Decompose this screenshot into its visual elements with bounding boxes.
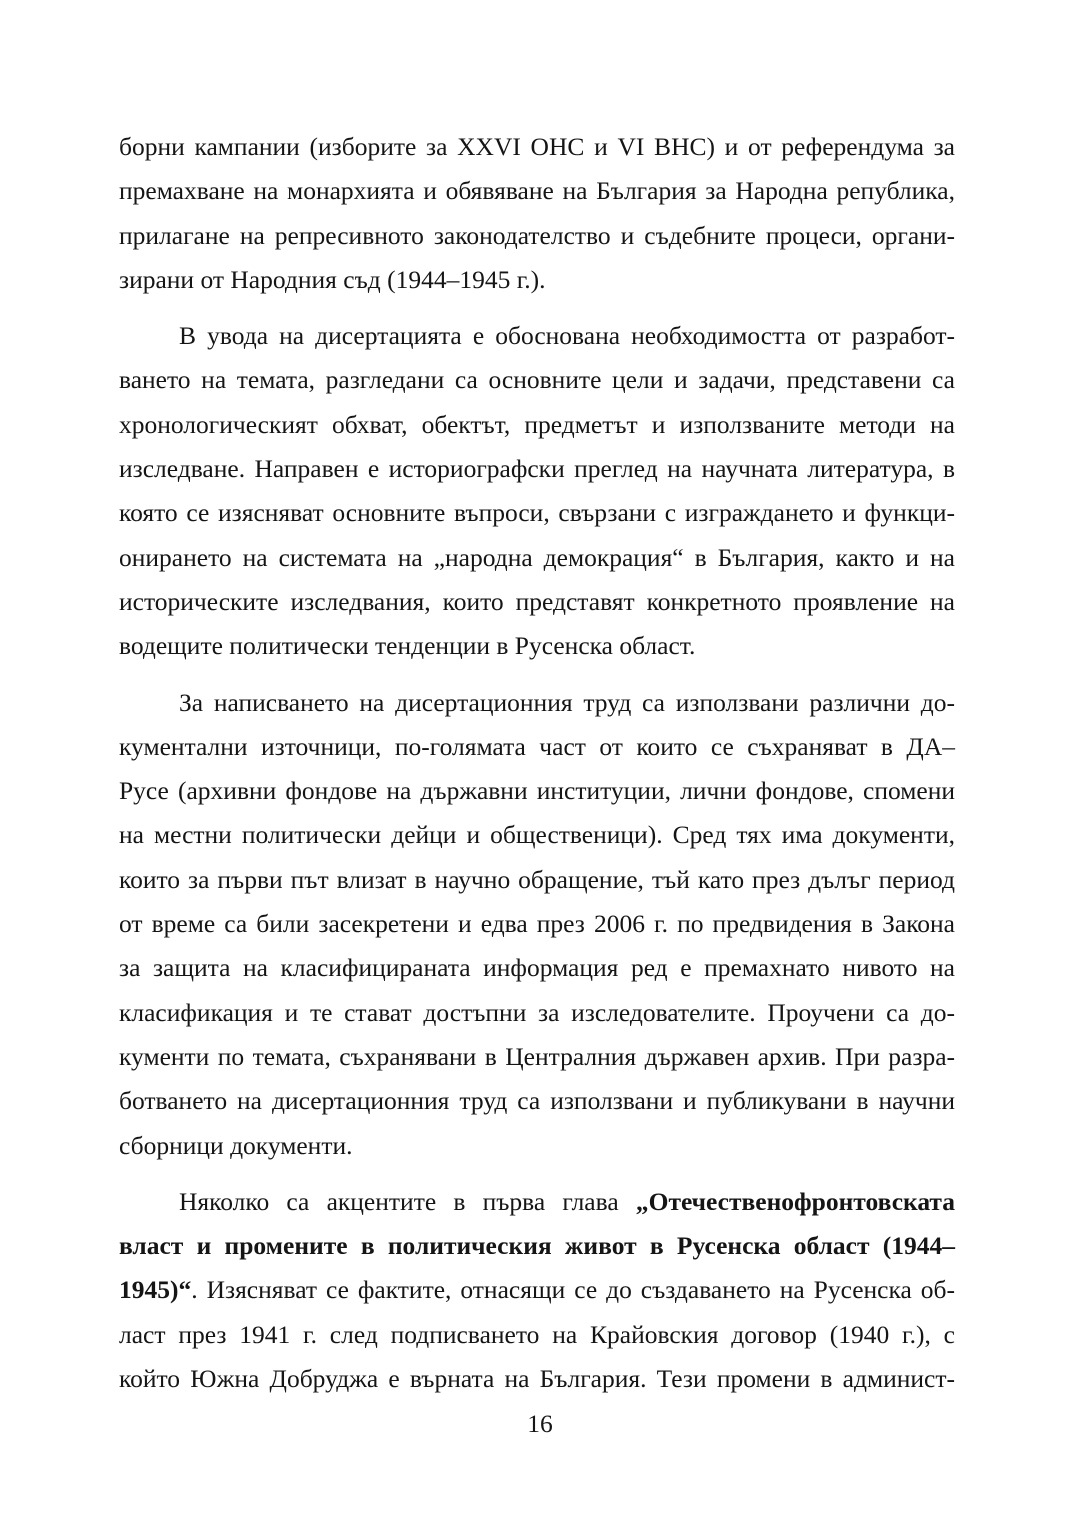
text-line xyxy=(119,258,955,302)
text-line xyxy=(119,536,955,580)
paragraph xyxy=(119,1180,955,1401)
text-run: За написването на дисертационния труд са използвани различни до- xyxy=(179,687,955,717)
paragraph xyxy=(119,314,955,668)
text-line xyxy=(119,1268,955,1312)
text-run: онирането на системата на „народна демокрация“ в България, както и на xyxy=(119,542,955,572)
text-run: прилагане на репресивното законодателство и съдебните процеси, органи- xyxy=(119,220,955,250)
text-run: ботването на дисертационния труд са използвани и публикувани в научни xyxy=(119,1086,955,1116)
text-run: зирани от Народния съд (1944–1945 г.). xyxy=(119,264,546,294)
text-line xyxy=(119,624,955,668)
text-run: класификация и те стават достъпни за изследователите. Проучени са до- xyxy=(119,997,955,1027)
text-run: В увода на дисертацията е обоснована необходимостта от разработ- xyxy=(179,321,955,351)
text-line xyxy=(119,725,955,769)
text-line xyxy=(119,1224,955,1268)
text-run: кументи по темата, съхранявани в Централния държавен архив. При разра- xyxy=(119,1041,955,1071)
text-run: за защита на класифицираната информация ред е премахнато нивото на xyxy=(119,953,955,983)
text-line xyxy=(119,580,955,624)
text-line xyxy=(119,358,955,402)
page-number: 16 xyxy=(527,1409,553,1438)
text-line xyxy=(119,946,955,990)
text-line xyxy=(119,902,955,946)
text-run: ването на темата, разгледани са основните цели и задачи, представени са xyxy=(119,365,955,395)
text-line xyxy=(119,769,955,813)
text-run: ласт през 1941 г. след подписването на Крайовския договор (1940 г.), с xyxy=(119,1319,955,1349)
text-run: сборници документи. xyxy=(119,1130,353,1160)
text-line xyxy=(119,1035,955,1079)
text-run: Русе (архивни фондове на държавни институции, лични фондове, спомени xyxy=(119,776,955,806)
text-run: която се изясняват основните въпроси, свързани с изграждането и функци- xyxy=(119,498,955,528)
text-line xyxy=(119,214,955,258)
text-run: историческите изследвания, които представят конкретното проявление на xyxy=(119,586,955,616)
text-run: водещите политически тенденции в Русенска област. xyxy=(119,631,696,661)
text-run: на местни политически дейци и общественици). Сред тях има документи, xyxy=(119,820,955,850)
text-run: хронологическият обхват, обектът, предметът и използваните методи на xyxy=(119,409,955,439)
text-run: кументални източници, по-голямата част от които се съхраняват в ДА– xyxy=(119,731,955,761)
paragraph xyxy=(119,125,955,302)
text-run: . Изясняват се фактите, отнасящи се до създаването на Русенска об- xyxy=(191,1275,955,1305)
text-run: които за първи път влизат в научно обращение, тъй като през дълъг период xyxy=(119,864,955,894)
text-block xyxy=(119,125,955,1413)
text-line xyxy=(119,991,955,1035)
text-run: от време са били засекретени и едва през 2006 г. по предвидения в Закона xyxy=(119,909,955,939)
text-line xyxy=(119,125,955,169)
text-run: Няколко са акцентите в първа глава xyxy=(179,1186,636,1216)
text-line xyxy=(119,858,955,902)
text-run: власт и промените в политическия живот в Русенска област (1944– xyxy=(119,1231,955,1261)
text-line xyxy=(119,1313,955,1357)
text-line xyxy=(119,314,955,358)
text-line xyxy=(119,447,955,491)
text-line xyxy=(119,813,955,857)
text-line xyxy=(119,403,955,447)
text-line xyxy=(119,169,955,213)
paragraph xyxy=(119,681,955,1168)
text-line xyxy=(119,1079,955,1123)
text-run: „Отечественофронтовската xyxy=(635,1186,955,1216)
text-line xyxy=(119,1180,955,1224)
text-run: който Южна Добруджа е върната на България. Тези промени в админист- xyxy=(119,1364,955,1394)
text-line xyxy=(119,1357,955,1401)
text-line xyxy=(119,681,955,725)
text-line xyxy=(119,1124,955,1168)
text-run: изследване. Направен е историографски преглед на научната литература, в xyxy=(119,454,955,484)
text-run: премахване на монархията и обявяване на България за Народна република, xyxy=(119,176,955,206)
text-line xyxy=(119,491,955,535)
text-run: борни кампании (изборите за XXVI ОНС и VI ВНС) и от референдума за xyxy=(119,132,955,161)
text-run: 1945)“ xyxy=(119,1275,192,1305)
